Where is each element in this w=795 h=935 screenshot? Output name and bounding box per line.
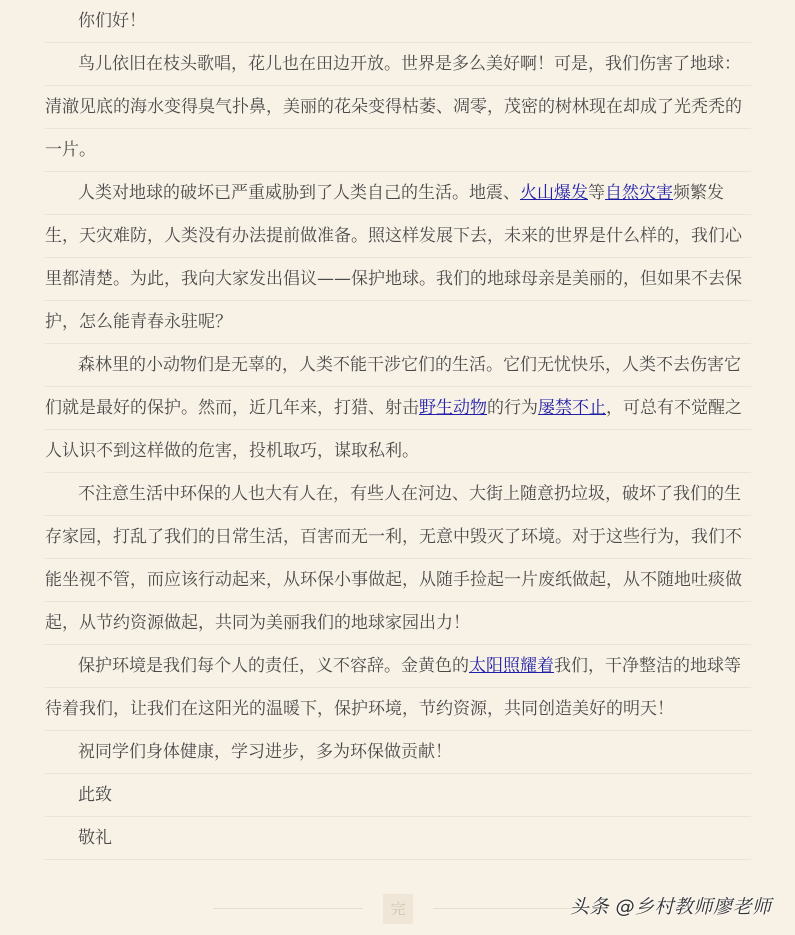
text-segment: 的行为 [487,398,538,418]
text-segment: 森林里的小动物们是无辜的，人类不能干涉它们的生活。它们无忧快乐，人类不去伤害它 [78,355,741,375]
text-segment: 生，天灾难防，人类没有办法提前做准备。照这样发展下去，未来的世界是什么样的，我们心 [45,226,742,246]
text-line [45,215,751,258]
text-line [45,516,751,559]
footer [0,880,795,935]
text-segment: 频繁发 [673,183,724,203]
text-line [45,602,751,645]
text-segment: 此致 [78,785,112,805]
text-segment: 人类对地球的破坏已严重威胁到了人类自己的生活。地震、 [78,183,520,203]
text-segment: 鸟儿依旧在枝头歌唱，花儿也在田边开放。世界是多么美好啊！可是，我们伤害了地球： [78,54,741,74]
letter-body [45,0,751,860]
keyword-link[interactable]: 太阳照耀着 [469,656,554,676]
text-segment: 我们，干净整洁的地球等 [554,656,741,676]
keyword-link[interactable]: 自然灾害 [605,183,673,203]
text-line [45,0,751,43]
text-line [45,473,751,516]
text-line [45,43,751,86]
text-line [45,301,751,344]
text-segment: 起，从节约资源做起，共同为美丽我们的地球家园出力！ [45,613,470,633]
keyword-link[interactable]: 屡禁不止 [538,398,606,418]
text-line [45,86,751,129]
footer-divider-left [213,908,363,909]
text-line [45,688,751,731]
text-line [45,258,751,301]
paragraph [45,0,751,43]
keyword-link[interactable]: 野生动物 [419,398,487,418]
paragraph [45,817,751,860]
text-line [45,817,751,860]
paragraph [45,43,751,172]
text-line [45,645,751,688]
text-line [45,774,751,817]
text-line [45,344,751,387]
text-segment: 护，怎么能青春永驻呢？ [45,312,232,332]
paragraph [45,731,751,774]
text-segment: 存家园，打乱了我们的日常生活，百害而无一利，无意中毁灭了环境。对于这些行为，我们不 [45,527,742,547]
text-segment: 等 [588,183,605,203]
paragraph [45,344,751,473]
text-segment: 一片。 [45,140,96,160]
text-line [45,430,751,473]
text-segment: ，可总有不觉醒之 [606,398,742,418]
text-line [45,129,751,172]
text-line [45,559,751,602]
paragraph [45,774,751,817]
text-segment: 你们好！ [78,11,146,31]
text-line [45,731,751,774]
paragraph [45,645,751,731]
text-segment: 待着我们，让我们在这阳光的温暖下，保护环境，节约资源，共同创造美好的明天！ [45,699,674,719]
text-segment: 能坐视不管，而应该行动起来，从环保小事做起，从随手捡起一片废纸做起，从不随地吐痰做 [45,570,742,590]
text-line [45,172,751,215]
paragraph [45,172,751,344]
text-segment: 祝同学们身体健康，学习进步，多为环保做贡献！ [78,742,452,762]
text-line [45,387,751,430]
text-segment: 敬礼 [78,828,112,848]
text-segment: 人认识不到这样做的危害，投机取巧，谋取私利。 [45,441,419,461]
text-segment: 里都清楚。为此，我向大家发出倡议——保护地球。我们的地球母亲是美丽的，但如果不去保 [45,269,742,289]
keyword-link[interactable]: 火山爆发 [520,183,588,203]
text-segment: 们就是最好的保护。然而，近几年来，打猎、射击 [45,398,419,418]
paragraph [45,473,751,645]
text-segment: 清澈见底的海水变得臭气扑鼻，美丽的花朵变得枯萎、凋零，茂密的树林现在却成了光秃秃的 [45,97,742,117]
text-segment: 保护环境是我们每个人的责任，义不容辞。金黄色的 [78,656,469,676]
text-segment: 不注意生活中环保的人也大有人在，有些人在河边、大街上随意扔垃圾，破坏了我们的生 [78,484,741,504]
end-mark: 完 [383,894,413,924]
watermark: 头条 @乡村教师廖老师 [570,896,772,918]
footer-divider-right [433,908,583,909]
